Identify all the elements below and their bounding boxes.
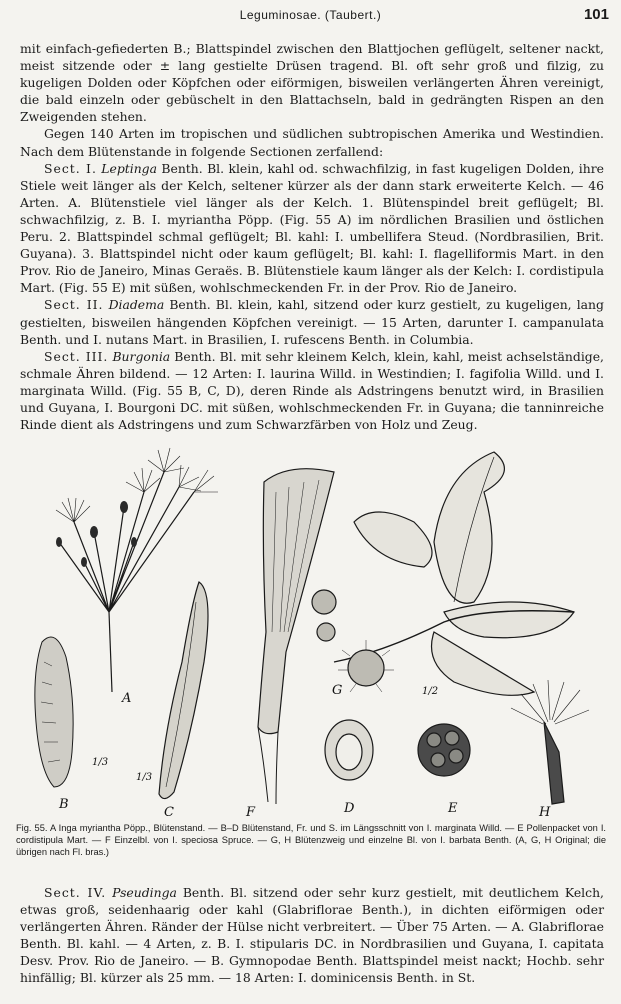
section-1-label: Sect. I. [44, 160, 97, 176]
lower-text [20, 884, 604, 987]
section-4-paragraph [20, 884, 604, 987]
arten-paragraph: Gegen 140 Arten im tropischen und südlichen subtropischen Amerika und Westindien. Nach dem Blütenstande in folgende Sectionen zerfallend: [20, 126, 604, 159]
upper-text [20, 40, 604, 433]
figure-c-pod [159, 582, 208, 799]
running-head: Leguminosae. (Taubert.) [239, 8, 382, 22]
figure-label-d: D [344, 801, 355, 816]
section-4-text: Benth. Bl. sitzend oder sehr kurz gestielt, mit deutlichem Kelch, etwas groß, seidenhaarig oder kahl (Glabriflorae Benth.), in dichten eiförmigen oder verlängerten Ähren. Ränder der Hülse nicht verbreitert. — Über 75 Arten. — A. Glabriflorae Benth. Bl. kahl. — 4 Arten, z. B. I. stipularis DC. in Nordbrasilien und Guyana, I. capitata Desv. Prov. Rio de Janeiro. — B. Gymnopodae Benth. Blattspindel meist nackt; Hochb. sehr hinfällig; Bl. kürzer als 25 mm. — 18 Arten: I. dominicensis Benth. in St. [20, 885, 604, 986]
figure-e-pollen [418, 724, 470, 776]
section-2-label: Sect. II. [44, 297, 104, 313]
section-1-name: Leptinga [101, 160, 157, 176]
section-2-paragraph [20, 296, 604, 347]
figure-g-branch [312, 452, 574, 695]
figure-label-f: F [246, 805, 256, 820]
intro-paragraph: mit einfach-gefiederten B.; Blattspindel zwischen den Blattjochen geflügelt, seltener nackt, meist sitzende oder ± lang gestielte Drüsen tragend. Bl. oft sehr groß und filzig, zu kugeligen Dolden oder Köpfchen oder eiförmigen, bisweilen verlängerten Ähren vereinigt, die bald einzeln oder gebüschelt in den Blattachseln, bald in gedrängten Rispen an den Zweigenden stehen. [20, 41, 604, 125]
section-3-text: Benth. Bl. mit sehr kleinem Kelch, klein, kahl, meist achselständige, schmale Ähren bildend. — 12 Arten: I. laurina Willd. in Westindien; I. fagifolia Willd. und I. marginata Willd. (Fig. 55 B, C, D), deren Rinde als Adstringens benutzt wird, in Brasilien und Guyana, I. Bourgoni DC. mit süßen, wohlschmeckenden Fr. in Guyana; die tanninreiche Rinde dient als Adstringens und zum Schwarzfärben von Holz und Zeug. [20, 348, 604, 433]
page-number: 101 [583, 6, 609, 23]
section-4-name: Pseudinga [112, 885, 177, 900]
figure-caption-text: Fig. 55. A Inga myriantha Pöpp., Blütenstand. — B–D Blütenstand, Fr. und S. im Längsschnitt von I. marginata Willd. — E Pollenpacket von I. cordistipula Mart. — F Einzelbl. von I. speciosa Spruce. — G, H Blütenzweig und einzelne Bl. von I. barbata Benth. (A, G, H Original; die übrigen nach Fl. bras.) [16, 823, 606, 858]
figure-label-c: C [164, 805, 174, 820]
section-4-label: Sect. IV. [44, 885, 107, 900]
figure-scale-g: 1/2 [422, 686, 439, 697]
section-3-name: Burgonia [112, 348, 171, 364]
figure-label-b: B [59, 797, 69, 812]
figure-b-fruit [35, 637, 73, 787]
section-3-paragraph [20, 348, 604, 433]
figure-illustration [14, 432, 610, 820]
figure-label-e: E [448, 801, 458, 816]
figure-letters [58, 683, 551, 820]
section-2-text: Benth. Bl. klein, kahl, sitzend oder kurz gestielt, zu kugeligen, lang gestielten, bisweilen hängenden Köpfchen vereinigt. — 15 Arten, darunter I. campanulata Benth. und I. nutans Mart. in Brasilien, I. rufescens Benth. in Columbia. [20, 297, 604, 347]
figure-label-h: H [539, 805, 551, 820]
figure-scale-b: 1/3 [92, 757, 109, 768]
figure-label-g: G [332, 683, 343, 698]
section-2-name: Diadema [108, 297, 165, 313]
figure-label-a: A [122, 691, 132, 706]
figure-scale-c: 1/3 [136, 772, 153, 783]
figure-caption [16, 822, 606, 859]
section-1-text: Benth. Bl. klein, kahl od. schwachfilzig, in fast kugeligen Dolden, ihre Stiele weit länger als der Kelch, seltener kürzer als der dann stark erweiterte Kelch. — 46 Arten. A. Blütenstiele viel länger als der Kelch. 1. Blütenspindel breit geflügelt; Bl. schwachfilzig, z. B. I. myriantha Pöpp. (Fig. 55 A) im nördlichen Brasilien und östlichen Peru. 2. Blattspindel schmal geflügelt; Bl. kahl: I. umbellifera Steud. (Nordbrasilien, Brit. Guyana). 3. Blattspindel nicht oder kaum geflügelt; Bl. kahl: I. flagelliformis Mart. in den Prov. Rio de Janeiro, Minas Geraës. B. Blütenstiele kaum länger als der Kelch: I. cordistipula Mart. (Fig. 55 E) mit süßen, wohlschmeckenden Fr. in der Prov. Rio de Janeiro. [20, 160, 604, 296]
botanical-figure [14, 432, 610, 820]
figure-h-flower [511, 680, 589, 804]
section-1-paragraph [20, 160, 604, 297]
section-3-label: Sect. III. [44, 348, 109, 364]
